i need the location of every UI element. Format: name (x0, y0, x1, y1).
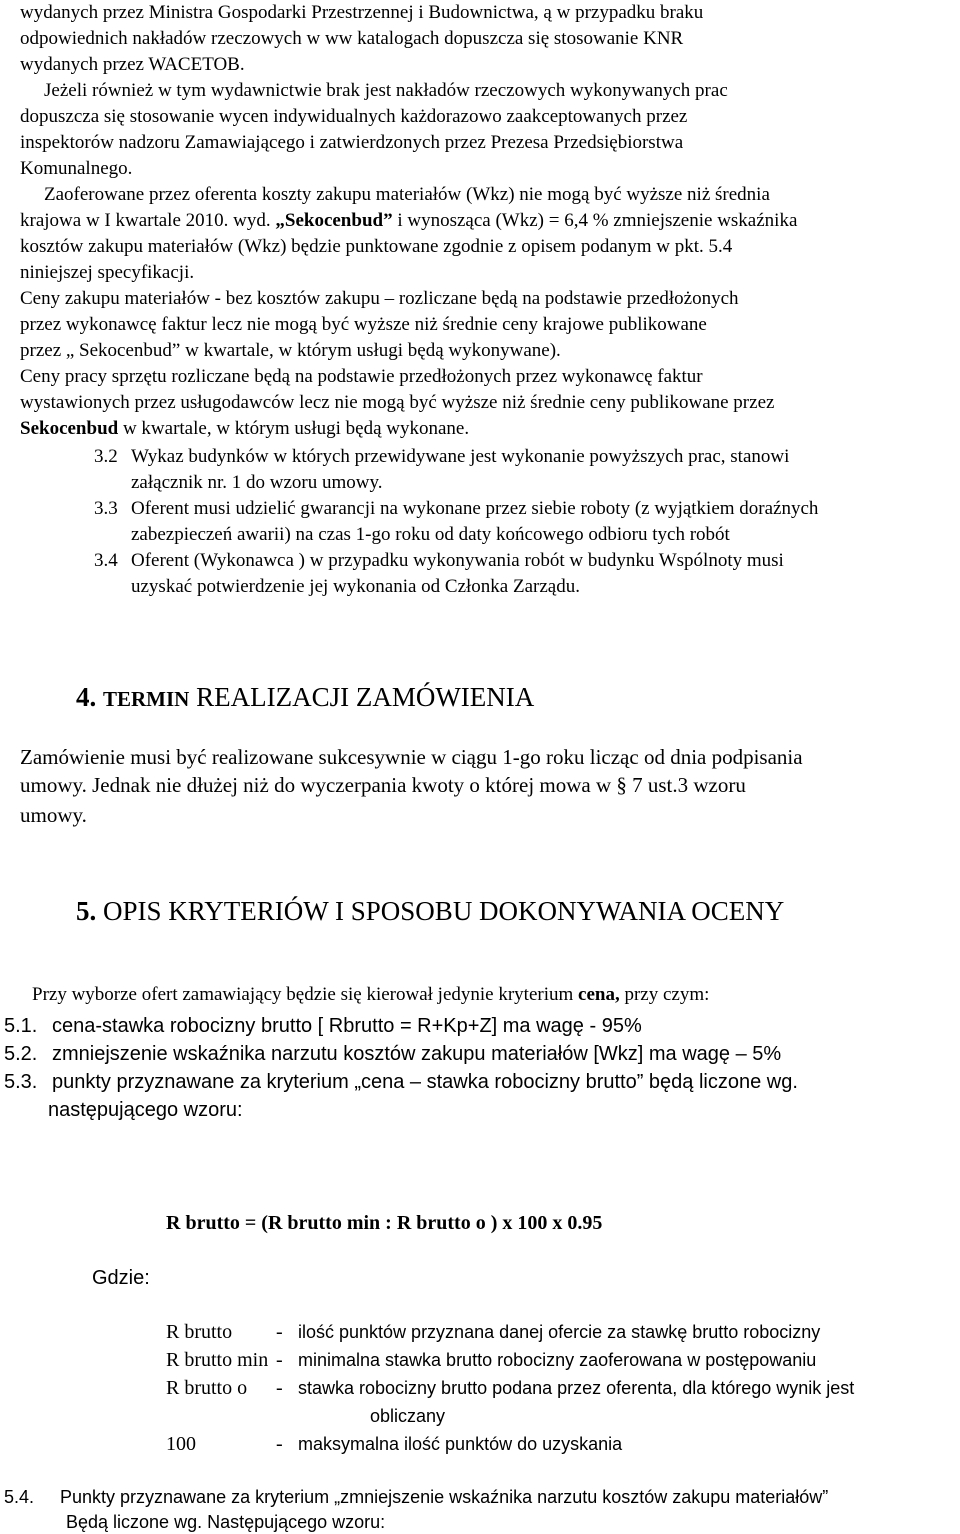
item-text: Oferent musi udzielić gwarancji na wykonane przez siebie roboty (z wyjątkiem doraźnych (131, 498, 819, 519)
item-number: 5.1. (4, 1015, 38, 1037)
item-text: cena-stawka robocizny brutto [ Rbrutto = R+Kp+Z] ma wagę - 95% (52, 1015, 642, 1037)
list-item (4, 1068, 798, 1096)
brand-sekocenbud: „Sekocenbud” (275, 210, 393, 231)
item-number: 3.2 (94, 446, 118, 467)
item-number: 3.4 (94, 550, 118, 571)
item-text: zmniejszenie wskaźnika narzutu kosztów zakupu materiałów [Wkz] ma wagę – 5% (52, 1043, 782, 1065)
paragraph-line (32, 982, 709, 1008)
paragraph-line: Ceny pracy sprzętu rozliczane będą na podstawie przedłożonych przez wykonawcę faktur (20, 366, 703, 387)
definition-text: stawka robocizny brutto podana przez oferenta, dla którego wynik jest (298, 1378, 855, 1398)
paragraph-line: przez „ Sekocenbud” w kwartale, w którym usługi będą wykonywane). (20, 340, 561, 361)
text-run-bold: cena, (578, 984, 620, 1005)
definition-dash: - (276, 1321, 283, 1343)
item-text: punkty przyznawane za kryterium „cena – stawka robocizny brutto” będą liczone wg. (52, 1071, 798, 1093)
paragraph-line: Zamówienie musi być realizowane sukcesywnie w ciągu 1-go roku licząc od dnia podpisania (20, 745, 803, 769)
text-run: i wynosząca (Wkz) = 6,4 % zmniejszenie wskaźnika (397, 210, 798, 231)
paragraph-line: wydanych przez WACETOB. (20, 54, 245, 75)
definition-dash: - (276, 1349, 283, 1371)
paragraph-line (20, 416, 469, 442)
item-text: uzyskać potwierdzenie jej wykonania od Członka Zarządu. (131, 576, 580, 597)
list-item (4, 1096, 243, 1124)
item-text: Wykaz budynków w których przewidywane jest wykonanie powyższych prac, stanowi (131, 446, 790, 467)
definition-text: maksymalna ilość punktów do uzyskania (298, 1434, 623, 1454)
paragraph-line: wystawionych przez usługodawców lecz nie mogą być wyższe niż średnie ceny publikowane przez (20, 392, 775, 413)
section-heading (76, 894, 784, 928)
list-item (4, 1040, 781, 1068)
definition-dash: - (276, 1377, 283, 1399)
text-run: w kwartale, w którym usługi będą wykonane. (122, 418, 470, 439)
definition-text: ilość punktów przyznana danej ofercie za stawkę brutto robocizny (298, 1322, 821, 1342)
paragraph-line: dopuszcza się stosowanie wycen indywidualnych każdorazowo zaakceptowanych przez (20, 106, 688, 127)
paragraph-line (20, 208, 797, 234)
definition-symbol: R brutto o (166, 1377, 248, 1399)
definition-text: minimalna stawka brutto robocizny zaoferowana w postępowaniu (298, 1350, 817, 1370)
item-number: 5.2. (4, 1043, 38, 1065)
paragraph-line: Ceny zakupu materiałów - bez kosztów zakupu – rozliczane będą na podstawie przedłożonych (20, 288, 739, 309)
definition-dash: - (276, 1433, 283, 1455)
item-number: 5.3. (4, 1071, 38, 1093)
item-text: załącznik nr. 1 do wzoru umowy. (131, 472, 383, 493)
paragraph-line: przez wykonawcę faktur lecz nie mogą być wyższe niż średnie ceny krajowe publikowane (20, 314, 707, 335)
formula: R brutto = (R brutto min : R brutto o ) x 100 x 0.95 (166, 1212, 603, 1234)
paragraph-line: Zaoferowane przez oferenta koszty zakupu materiałów (Wkz) nie mogą być wyższe niż średnia (44, 184, 770, 205)
heading-word: TERMIN (103, 687, 190, 711)
definition-symbol: 100 (166, 1433, 196, 1455)
paragraph-line: niniejszej specyfikacji. (20, 262, 195, 283)
text-run: Przy wyborze ofert zamawiający będzie się kierował jedynie kryterium (32, 984, 574, 1005)
brand-sekocenbud: Sekocenbud (20, 418, 119, 439)
item-text: Oferent (Wykonawca ) w przypadku wykonywania robót w budynku Wspólnoty musi (131, 550, 784, 571)
section-number: 5. (76, 896, 97, 926)
paragraph-line: umowy. (20, 803, 87, 827)
item-number: 3.3 (94, 498, 118, 519)
section-heading (76, 680, 534, 716)
item-text: Będą liczone wg. Następującego wzoru: (66, 1512, 386, 1532)
item-text: Punkty przyznawane za kryterium „zmniejszenie wskaźnika narzutu kosztów zakupu materiałów” (60, 1487, 829, 1507)
paragraph-line: umowy. Jednak nie dłużej niż do wyczerpania kwoty o której mowa w § 7 ust.3 wzoru (20, 773, 746, 797)
paragraph-line: wydanych przez Ministra Gospodarki Przestrzennej i Budownictwa, ą w przypadku braku (20, 2, 704, 23)
paragraph-line: kosztów zakupu materiałów (Wkz) będzie punktowane zgodnie z opisem podanym w pkt. 5.4 (20, 236, 733, 257)
section-number: 4. (76, 682, 97, 712)
text-run: krajowa w I kwartale 2010. wyd. (20, 210, 271, 231)
text-run: przy czym: (624, 984, 710, 1005)
item-number: 5.4. (4, 1487, 35, 1507)
list-item (4, 1012, 642, 1040)
paragraph-line: Jeżeli również w tym wydawnictwie brak jest nakładów rzeczowych wykonywanych prac (44, 80, 728, 101)
paragraph-line: Komunalnego. (20, 158, 133, 179)
definition-symbol: R brutto (166, 1321, 233, 1343)
definition-symbol: R brutto min (166, 1349, 269, 1371)
definition-text: obliczany (370, 1406, 446, 1426)
gdzie-label: Gdzie: (92, 1267, 150, 1289)
heading-text: REALIZACJI ZAMÓWIENIA (196, 682, 535, 712)
item-text: zabezpieczeń awarii) na czas 1-go roku od daty końcowego odbioru tych robót (131, 524, 730, 545)
item-text: następującego wzoru: (48, 1099, 243, 1121)
heading-text: OPIS KRYTERIÓW I SPOSOBU DOKONYWANIA OCENY (103, 896, 785, 926)
paragraph-line: odpowiednich nakładów rzeczowych w ww katalogach dopuszcza się stosowanie KNR (20, 28, 684, 49)
paragraph-line: inspektorów nadzoru Zamawiającego i zatwierdzonych przez Prezesa Przedsiębiorstwa (20, 132, 684, 153)
